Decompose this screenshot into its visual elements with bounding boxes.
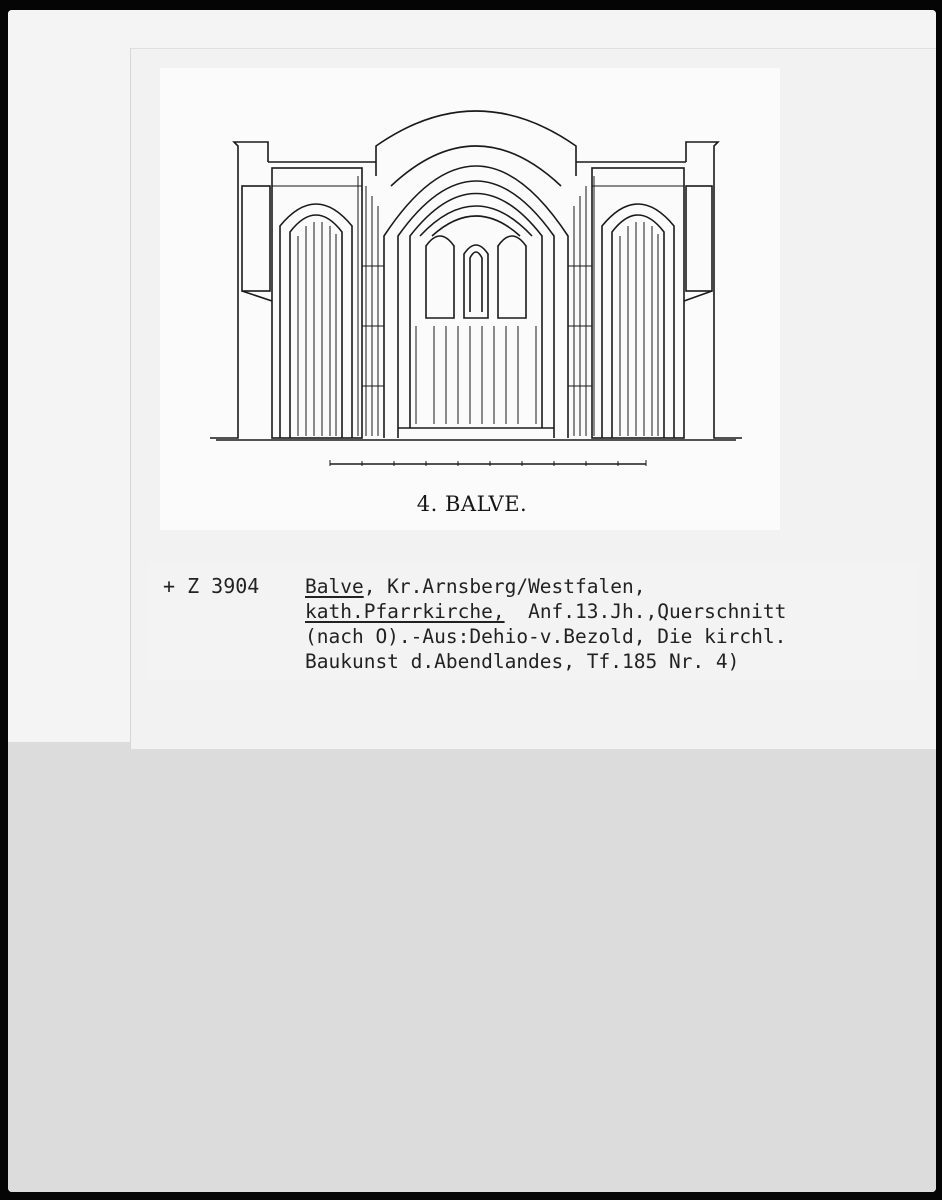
church-name: kath.Pfarrkirche, xyxy=(305,600,505,623)
description-line-2 xyxy=(305,599,925,624)
place-name: Balve xyxy=(305,575,364,598)
card-lower-section xyxy=(8,742,936,1192)
plate-caption: 4. BALVE. xyxy=(416,492,528,516)
catalog-number: + Z 3904 xyxy=(163,574,260,598)
description-line-4: Baukunst d.Abendlandes, Tf.185 Nr. 4) xyxy=(305,650,740,673)
typed-description xyxy=(305,574,925,674)
date-and-view-text: Anf.13.Jh.,Querschnitt xyxy=(504,600,787,623)
archive-card xyxy=(8,10,936,1192)
district-text: , Kr.Arnsberg/Westfalen, xyxy=(363,575,646,598)
description-line-1 xyxy=(305,574,925,599)
description-line-3: (nach O).-Aus:Dehio-v.Bezold, Die kirchl. xyxy=(305,625,787,648)
church-cross-section-drawing xyxy=(206,86,746,466)
